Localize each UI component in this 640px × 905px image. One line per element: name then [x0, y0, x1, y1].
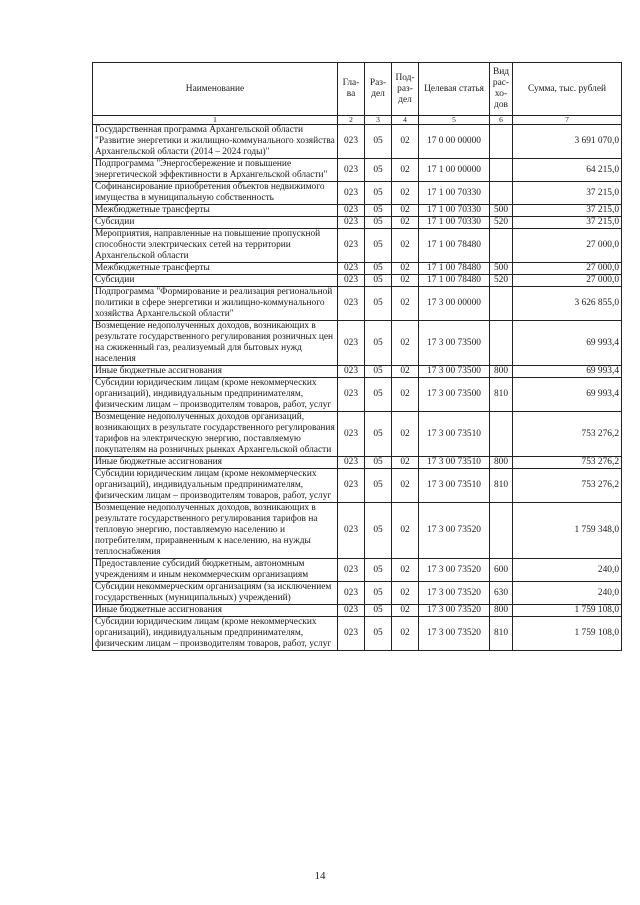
row-vid — [490, 412, 513, 457]
row-name: Субсидии некоммерческим организациям (за исключением государственных (муниципальных) учреждений) — [93, 582, 338, 605]
row-summa: 753 276,2 — [513, 457, 622, 469]
row-razdel: 05 — [365, 469, 392, 503]
row-razdel: 05 — [365, 412, 392, 457]
row-summa: 3 691 070,0 — [513, 125, 622, 159]
row-podrazdel: 02 — [392, 217, 419, 229]
row-podrazdel: 02 — [392, 159, 419, 182]
table-row — [93, 457, 622, 469]
row-glava: 023 — [338, 605, 365, 617]
table-row — [93, 582, 622, 605]
row-vid: 520 — [490, 217, 513, 229]
row-glava: 023 — [338, 582, 365, 605]
row-vid: 800 — [490, 366, 513, 378]
row-podrazdel: 02 — [392, 457, 419, 469]
row-glava: 023 — [338, 287, 365, 321]
row-razdel: 05 — [365, 503, 392, 559]
row-summa: 69 993,4 — [513, 321, 622, 366]
row-statya: 17 1 00 00000 — [419, 159, 490, 182]
row-razdel: 05 — [365, 287, 392, 321]
row-statya: 17 1 00 70330 — [419, 182, 490, 205]
row-vid — [490, 503, 513, 559]
table-row — [93, 617, 622, 651]
row-vid: 800 — [490, 605, 513, 617]
row-name: Возмещение недополученных доходов, возникающих в результате государственного регулирования розничных цен на сжиженный газ, реализуемый для бытовых нужд населения — [93, 321, 338, 366]
row-podrazdel: 02 — [392, 559, 419, 582]
row-podrazdel: 02 — [392, 275, 419, 287]
table-row — [93, 559, 622, 582]
row-glava: 023 — [338, 559, 365, 582]
row-razdel: 05 — [365, 217, 392, 229]
row-name: Софинансирование приобретения объектов недвижимого имущества в муниципальную собственность — [93, 182, 338, 205]
row-summa: 27 000,0 — [513, 275, 622, 287]
row-statya: 17 3 00 73520 — [419, 559, 490, 582]
row-podrazdel: 02 — [392, 321, 419, 366]
row-glava: 023 — [338, 617, 365, 651]
row-summa: 753 276,2 — [513, 412, 622, 457]
table-row — [93, 275, 622, 287]
row-razdel: 05 — [365, 205, 392, 217]
table-row — [93, 378, 622, 412]
row-razdel: 05 — [365, 605, 392, 617]
row-summa: 69 993,4 — [513, 378, 622, 412]
header-podrazdel: Под-раз-дел — [392, 63, 419, 116]
header-razdel: Раз-дел — [365, 63, 392, 116]
row-glava: 023 — [338, 321, 365, 366]
row-vid: 810 — [490, 469, 513, 503]
row-summa: 69 993,4 — [513, 366, 622, 378]
row-podrazdel: 02 — [392, 412, 419, 457]
column-number: 3 — [365, 116, 392, 125]
row-vid: 520 — [490, 275, 513, 287]
row-vid: 630 — [490, 582, 513, 605]
row-glava: 023 — [338, 229, 365, 263]
row-summa: 64 215,0 — [513, 159, 622, 182]
header-statya: Целевая статья — [419, 63, 490, 116]
row-name: Субсидии — [93, 217, 338, 229]
table-row — [93, 217, 622, 229]
row-razdel: 05 — [365, 457, 392, 469]
row-glava: 023 — [338, 503, 365, 559]
row-glava: 023 — [338, 457, 365, 469]
row-statya: 17 0 00 00000 — [419, 125, 490, 159]
row-name: Возмещение недополученных доходов, возникающих в результате государственного регулирования тарифов на тепловую энергию, поставляемую населению и потребителям, приравненным к населению, на нужды теплоснабжения — [93, 503, 338, 559]
row-name: Предоставление субсидий бюджетным, автономным учреждениям и иным некоммерческим организациям — [93, 559, 338, 582]
row-vid — [490, 287, 513, 321]
row-glava: 023 — [338, 182, 365, 205]
column-number: 1 — [93, 116, 338, 125]
row-glava: 023 — [338, 275, 365, 287]
row-podrazdel: 02 — [392, 503, 419, 559]
row-name: Межбюджетные трансферты — [93, 263, 338, 275]
row-glava: 023 — [338, 412, 365, 457]
row-vid: 810 — [490, 617, 513, 651]
column-number: 6 — [490, 116, 513, 125]
row-statya: 17 1 00 70330 — [419, 217, 490, 229]
row-podrazdel: 02 — [392, 205, 419, 217]
column-number: 4 — [392, 116, 419, 125]
row-glava: 023 — [338, 205, 365, 217]
table-row — [93, 412, 622, 457]
row-glava: 023 — [338, 366, 365, 378]
row-name: Субсидии — [93, 275, 338, 287]
row-name: Мероприятия, направленные на повышение пропускной способности электрических сетей на территории Архангельской области — [93, 229, 338, 263]
row-vid — [490, 159, 513, 182]
header-glava: Гла-ва — [338, 63, 365, 116]
row-name: Подпрограмма "Формирование и реализация региональной политики в сфере энергетики и жилищно-коммунального хозяйства Архангельской области" — [93, 287, 338, 321]
row-glava: 023 — [338, 125, 365, 159]
row-statya: 17 1 00 70330 — [419, 205, 490, 217]
row-podrazdel: 02 — [392, 617, 419, 651]
row-name: Субсидии юридическим лицам (кроме некоммерческих организаций), индивидуальным предпринимателям, физическим лицам – производителям товаров, работ, услуг — [93, 469, 338, 503]
column-number: 2 — [338, 116, 365, 125]
header-row — [93, 63, 622, 116]
table-row — [93, 605, 622, 617]
row-statya: 17 3 00 73510 — [419, 412, 490, 457]
column-number: 5 — [419, 116, 490, 125]
row-summa: 240,0 — [513, 559, 622, 582]
row-name: Государственная программа Архангельской области "Развитие энергетики и жилищно-коммунального хозяйства Архангельской области (2014 – 2024 годы)" — [93, 125, 338, 159]
table-row — [93, 159, 622, 182]
row-name: Иные бюджетные ассигнования — [93, 457, 338, 469]
row-summa: 1 759 348,0 — [513, 503, 622, 559]
row-razdel: 05 — [365, 378, 392, 412]
header-summa: Сумма, тыс. рублей — [513, 63, 622, 116]
row-name: Иные бюджетные ассигнования — [93, 366, 338, 378]
row-statya: 17 3 00 00000 — [419, 287, 490, 321]
row-podrazdel: 02 — [392, 605, 419, 617]
table-row — [93, 321, 622, 366]
row-podrazdel: 02 — [392, 125, 419, 159]
row-summa: 27 000,0 — [513, 263, 622, 275]
row-razdel: 05 — [365, 366, 392, 378]
table-row — [93, 503, 622, 559]
row-statya: 17 3 00 73500 — [419, 378, 490, 412]
table-row — [93, 182, 622, 205]
row-razdel: 05 — [365, 182, 392, 205]
row-razdel: 05 — [365, 582, 392, 605]
row-vid — [490, 229, 513, 263]
row-podrazdel: 02 — [392, 182, 419, 205]
row-vid: 500 — [490, 263, 513, 275]
table-row — [93, 469, 622, 503]
row-name: Возмещение недополученных доходов организаций, возникающих в результате государственного регулирования тарифов на электрическую энергию, поставляемую покупателям на розничных рынках Архангельской области — [93, 412, 338, 457]
row-statya: 17 3 00 73510 — [419, 469, 490, 503]
row-statya: 17 1 00 78480 — [419, 229, 490, 263]
row-razdel: 05 — [365, 321, 392, 366]
row-razdel: 05 — [365, 263, 392, 275]
row-name: Субсидии юридическим лицам (кроме некоммерческих организаций), индивидуальным предпринимателям, физическим лицам – производителям товаров, работ, услуг — [93, 378, 338, 412]
row-summa: 37 215,0 — [513, 205, 622, 217]
row-summa: 27 000,0 — [513, 229, 622, 263]
row-podrazdel: 02 — [392, 582, 419, 605]
row-statya: 17 3 00 73510 — [419, 457, 490, 469]
row-summa: 1 759 108,0 — [513, 605, 622, 617]
row-glava: 023 — [338, 263, 365, 275]
row-vid — [490, 182, 513, 205]
row-razdel: 05 — [365, 559, 392, 582]
row-statya: 17 3 00 73520 — [419, 605, 490, 617]
row-summa: 753 276,2 — [513, 469, 622, 503]
row-glava: 023 — [338, 217, 365, 229]
table-row — [93, 229, 622, 263]
row-razdel: 05 — [365, 275, 392, 287]
row-razdel: 05 — [365, 229, 392, 263]
row-name: Субсидии юридическим лицам (кроме некоммерческих организаций), индивидуальным предпринимателям, физическим лицам – производителям товаров, работ, услуг — [93, 617, 338, 651]
row-vid — [490, 321, 513, 366]
row-vid: 810 — [490, 378, 513, 412]
row-summa: 1 759 108,0 — [513, 617, 622, 651]
header-vid: Вид рас-хо-дов — [490, 63, 513, 116]
row-podrazdel: 02 — [392, 378, 419, 412]
row-statya: 17 3 00 73520 — [419, 582, 490, 605]
row-razdel: 05 — [365, 159, 392, 182]
column-number: 7 — [513, 116, 622, 125]
table-row — [93, 263, 622, 275]
row-summa: 37 215,0 — [513, 182, 622, 205]
row-statya: 17 1 00 78480 — [419, 275, 490, 287]
page-number: 14 — [314, 870, 326, 882]
row-glava: 023 — [338, 469, 365, 503]
row-podrazdel: 02 — [392, 469, 419, 503]
row-summa: 240,0 — [513, 582, 622, 605]
table-body — [93, 125, 622, 651]
table-row — [93, 287, 622, 321]
row-statya: 17 1 00 78480 — [419, 263, 490, 275]
table-row — [93, 366, 622, 378]
row-statya: 17 3 00 73520 — [419, 503, 490, 559]
table-row — [93, 205, 622, 217]
row-razdel: 05 — [365, 617, 392, 651]
header-name: Наименование — [93, 63, 338, 116]
row-vid: 500 — [490, 205, 513, 217]
row-podrazdel: 02 — [392, 263, 419, 275]
table-row — [93, 125, 622, 159]
row-podrazdel: 02 — [392, 366, 419, 378]
row-statya: 17 3 00 73500 — [419, 321, 490, 366]
row-summa: 3 626 855,0 — [513, 287, 622, 321]
row-razdel: 05 — [365, 125, 392, 159]
row-statya: 17 3 00 73520 — [419, 617, 490, 651]
row-statya: 17 3 00 73500 — [419, 366, 490, 378]
row-glava: 023 — [338, 159, 365, 182]
row-name: Подпрограмма "Энергосбережение и повышение энергетической эффективности в Архангельской области" — [93, 159, 338, 182]
row-name: Межбюджетные трансферты — [93, 205, 338, 217]
row-podrazdel: 02 — [392, 287, 419, 321]
column-number-row — [93, 116, 622, 125]
row-summa: 37 215,0 — [513, 217, 622, 229]
budget-table — [92, 62, 622, 651]
row-glava: 023 — [338, 378, 365, 412]
row-name: Иные бюджетные ассигнования — [93, 605, 338, 617]
row-vid: 800 — [490, 457, 513, 469]
row-podrazdel: 02 — [392, 229, 419, 263]
row-vid: 600 — [490, 559, 513, 582]
row-vid — [490, 125, 513, 159]
